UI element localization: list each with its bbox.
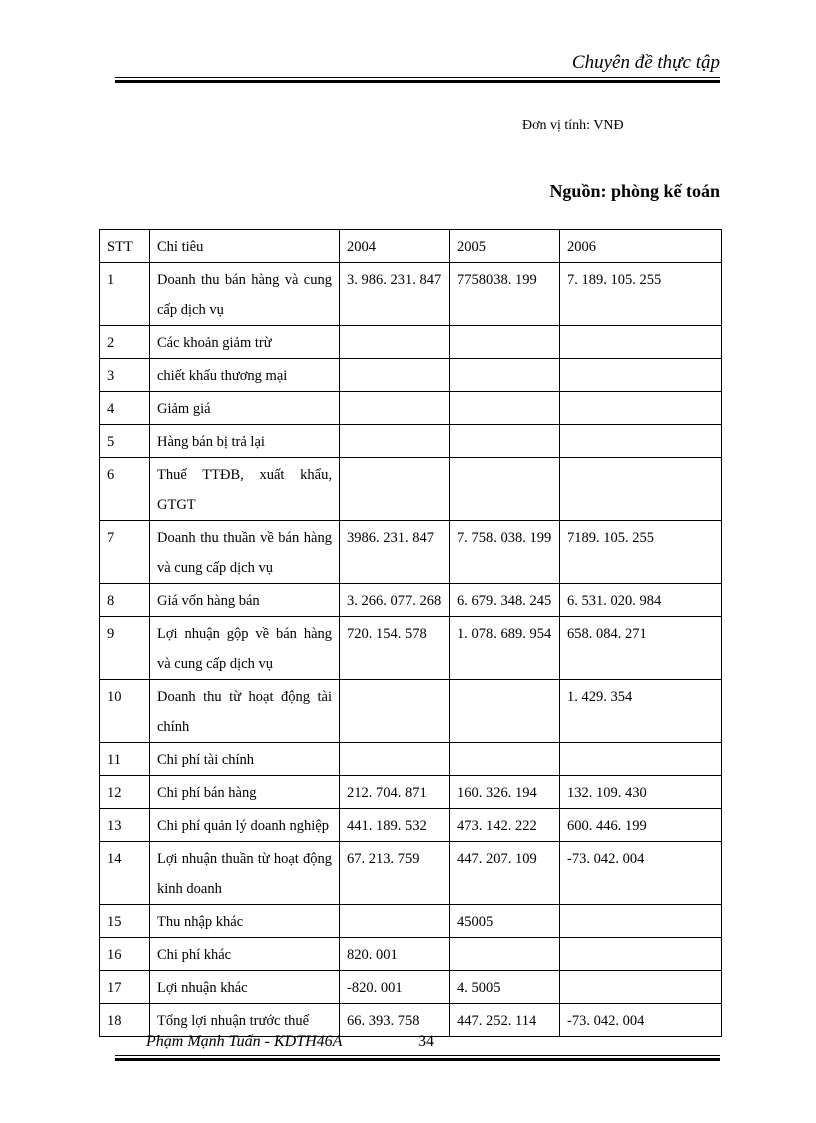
cell-indicator: Giá vốn hàng bán	[150, 584, 340, 617]
cell-2005: 160. 326. 194	[450, 776, 560, 809]
page-number: 34	[418, 1033, 434, 1050]
col-header-2006: 2006	[560, 230, 722, 263]
cell-indicator: Doanh thu bán hàng và cung cấp dịch vụ	[150, 263, 340, 326]
cell-2004: 3. 986. 231. 847	[340, 263, 450, 326]
cell-indicator: Chi phí bán hàng	[150, 776, 340, 809]
table-row	[100, 1004, 722, 1037]
cell-2004	[340, 743, 450, 776]
table-row	[100, 776, 722, 809]
cell-indicator: Doanh thu từ hoạt động tài chính	[150, 680, 340, 743]
cell-stt: 6	[100, 458, 150, 521]
footer-rule-thick	[115, 1058, 720, 1061]
table-row	[100, 425, 722, 458]
cell-stt: 8	[100, 584, 150, 617]
cell-2006: 7. 189. 105. 255	[560, 263, 722, 326]
table-row	[100, 743, 722, 776]
table-header-row	[100, 230, 722, 263]
cell-indicator: Giảm giá	[150, 392, 340, 425]
cell-2004	[340, 359, 450, 392]
cell-2006: 6. 531. 020. 984	[560, 584, 722, 617]
cell-stt: 7	[100, 521, 150, 584]
cell-2004	[340, 905, 450, 938]
cell-indicator: Thu nhập khác	[150, 905, 340, 938]
cell-2006	[560, 392, 722, 425]
cell-2006: 658. 084. 271	[560, 617, 722, 680]
cell-indicator: Chi phí tài chính	[150, 743, 340, 776]
cell-2005	[450, 359, 560, 392]
cell-indicator: Lợi nhuận gộp về bán hàng và cung cấp dịch vụ	[150, 617, 340, 680]
table-row	[100, 392, 722, 425]
header-rule-thick	[115, 80, 720, 83]
cell-indicator: Tổng lợi nhuận trước thuế	[150, 1004, 340, 1037]
table-row	[100, 359, 722, 392]
cell-stt: 11	[100, 743, 150, 776]
cell-indicator: Thuế TTĐB, xuất khẩu, GTGT	[150, 458, 340, 521]
cell-2006: 132. 109. 430	[560, 776, 722, 809]
cell-stt: 15	[100, 905, 150, 938]
cell-2004: 820. 001	[340, 938, 450, 971]
cell-stt: 2	[100, 326, 150, 359]
cell-2004	[340, 425, 450, 458]
cell-stt: 14	[100, 842, 150, 905]
cell-stt: 3	[100, 359, 150, 392]
footer-rule-thin	[115, 1055, 720, 1056]
cell-2005	[450, 425, 560, 458]
cell-2005: 4. 5005	[450, 971, 560, 1004]
income-table	[99, 229, 722, 1037]
cell-2006	[560, 458, 722, 521]
cell-2005	[450, 938, 560, 971]
cell-indicator: Hàng bán bị trả lại	[150, 425, 340, 458]
cell-2005: 7. 758. 038. 199	[450, 521, 560, 584]
source-line: Nguồn: phòng kế toán	[549, 181, 720, 201]
cell-2004: 67. 213. 759	[340, 842, 450, 905]
col-header-stt: STT	[100, 230, 150, 263]
unit-line: Đơn vị tính: VNĐ	[522, 118, 624, 133]
cell-stt: 10	[100, 680, 150, 743]
col-header-2005: 2005	[450, 230, 560, 263]
cell-2006	[560, 743, 722, 776]
cell-2004	[340, 458, 450, 521]
cell-2005	[450, 680, 560, 743]
cell-stt: 12	[100, 776, 150, 809]
cell-indicator: Chi phí khác	[150, 938, 340, 971]
cell-2004	[340, 680, 450, 743]
cell-stt: 4	[100, 392, 150, 425]
cell-2005: 447. 207. 109	[450, 842, 560, 905]
table-row	[100, 680, 722, 743]
cell-2005: 473. 142. 222	[450, 809, 560, 842]
cell-2004: 3. 266. 077. 268	[340, 584, 450, 617]
cell-stt: 16	[100, 938, 150, 971]
cell-2004: 66. 393. 758	[340, 1004, 450, 1037]
table-row	[100, 263, 722, 326]
col-header-indicator: Chỉ tiêu	[150, 230, 340, 263]
cell-2006: 1. 429. 354	[560, 680, 722, 743]
cell-2006: -73. 042. 004	[560, 1004, 722, 1037]
cell-2005	[450, 458, 560, 521]
table-row	[100, 938, 722, 971]
table-row	[100, 617, 722, 680]
footer-author: Phạm Mạnh Tuấn - KDTH46A	[146, 1033, 343, 1050]
cell-2006	[560, 359, 722, 392]
cell-stt: 1	[100, 263, 150, 326]
cell-indicator: Chi phí quản lý doanh nghiệp	[150, 809, 340, 842]
cell-2005: 1. 078. 689. 954	[450, 617, 560, 680]
cell-indicator: chiết khấu thương mại	[150, 359, 340, 392]
cell-stt: 9	[100, 617, 150, 680]
table-row	[100, 905, 722, 938]
cell-stt: 18	[100, 1004, 150, 1037]
cell-2004: 441. 189. 532	[340, 809, 450, 842]
cell-2005: 447. 252. 114	[450, 1004, 560, 1037]
cell-2005: 7758038. 199	[450, 263, 560, 326]
table-row	[100, 809, 722, 842]
table-container	[99, 229, 721, 1029]
cell-2005: 45005	[450, 905, 560, 938]
cell-indicator: Doanh thu thuần về bán hàng và cung cấp dịch vụ	[150, 521, 340, 584]
header-rule-thin	[115, 77, 720, 78]
table-row	[100, 971, 722, 1004]
cell-stt: 13	[100, 809, 150, 842]
cell-2005	[450, 743, 560, 776]
cell-2004: 212. 704. 871	[340, 776, 450, 809]
cell-2006	[560, 425, 722, 458]
table-row	[100, 326, 722, 359]
cell-2006	[560, 971, 722, 1004]
cell-2006: 600. 446. 199	[560, 809, 722, 842]
cell-2006	[560, 938, 722, 971]
table-row	[100, 458, 722, 521]
cell-2006: -73. 042. 004	[560, 842, 722, 905]
cell-2004: -820. 001	[340, 971, 450, 1004]
cell-2006	[560, 326, 722, 359]
col-header-2004: 2004	[340, 230, 450, 263]
cell-2004	[340, 326, 450, 359]
cell-indicator: Các khoản giảm trừ	[150, 326, 340, 359]
cell-2005	[450, 392, 560, 425]
header-title: Chuyên đề thực tập	[571, 52, 720, 73]
cell-indicator: Lợi nhuận thuần từ hoạt động kinh doanh	[150, 842, 340, 905]
table-row	[100, 521, 722, 584]
table-row	[100, 584, 722, 617]
cell-2006: 7189. 105. 255	[560, 521, 722, 584]
table-row	[100, 842, 722, 905]
cell-2005	[450, 326, 560, 359]
cell-2004	[340, 392, 450, 425]
cell-2005: 6. 679. 348. 245	[450, 584, 560, 617]
cell-2004: 3986. 231. 847	[340, 521, 450, 584]
table-body	[100, 263, 722, 1037]
cell-indicator: Lợi nhuận khác	[150, 971, 340, 1004]
cell-2004: 720. 154. 578	[340, 617, 450, 680]
cell-stt: 17	[100, 971, 150, 1004]
cell-2006	[560, 905, 722, 938]
cell-stt: 5	[100, 425, 150, 458]
